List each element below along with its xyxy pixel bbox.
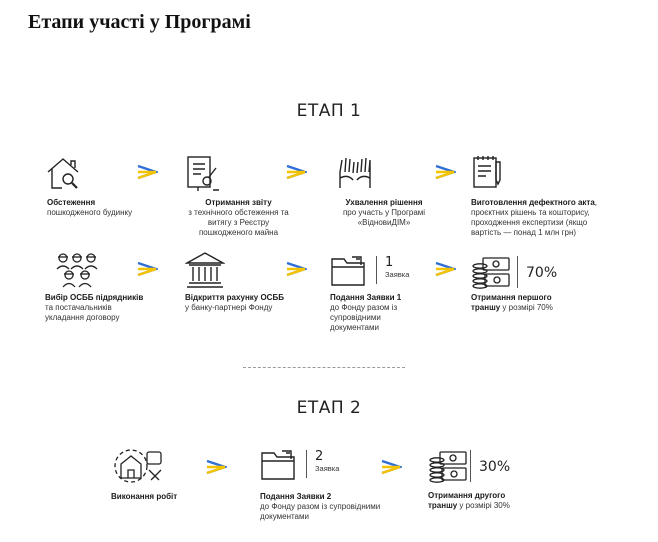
step-decision-desc: про участь у Програмі «ВідновиДІМ» [342,208,426,227]
step-first-tranche-title: Отримання першого [471,293,552,302]
arrow-right-icon [136,260,158,278]
stage-divider [243,367,405,368]
money-stack-icon [471,256,511,290]
step-contractors-desc: та постачальників укладання договору [45,303,120,322]
step-contractors-title: Вибір ОСББ підрядників [45,293,144,302]
arrow-right-icon [380,458,402,476]
first-tranche-percent: 70% [526,265,558,281]
step-defect-act-title: Виготовлення дефектного акта, [471,198,598,207]
step-survey-desc: пошкодженого будинку [47,208,133,217]
raised-hands-icon [336,154,374,190]
application-counter [376,256,409,284]
step-application-1-desc: до Фонду разом із супровідними документами [330,303,398,332]
page-title: Етапи участі у Програмі [28,11,251,33]
folder-icon [330,255,368,287]
step-second-tranche-desc: траншу у розмірі 30% [428,501,510,510]
percent-divider [517,256,557,288]
house-magnifier-icon [45,156,81,192]
step-defect-act-desc: проєктних рішень та кошторису, проходження експертизи (якщо вартість — понад 1 млн грн) [471,208,590,237]
arrow-right-icon [205,458,227,476]
step-report-title: Отримання звіту [205,198,272,207]
step-bank-account-desc: у банку-партнері Фонду [185,303,273,312]
step-second-tranche-title: Отримання другого [428,491,506,500]
bank-icon [185,251,225,289]
report-document-icon [185,154,221,192]
arrow-right-icon [285,163,307,181]
money-stack-icon [428,450,468,484]
application-counter [306,450,339,478]
second-tranche-percent: 30% [479,459,511,475]
application-counter-label: Заявка [385,270,410,279]
arrow-right-icon [434,163,456,181]
stage-2-heading: ЕТАП 2 [296,398,362,418]
stage-1-heading: ЕТАП 1 [296,101,362,121]
contractors-icon [55,251,99,289]
step-decision-title: Ухвалення рішення [345,198,423,207]
step-bank-account-title: Відкриття рахунку ОСББ [185,293,284,302]
step-application-2-desc: до Фонду разом із супровідними документами [260,502,381,521]
step-survey-title: Обстеження [47,198,96,207]
arrow-right-icon [136,163,158,181]
construction-works-icon [111,446,165,486]
percent-divider [470,450,510,482]
step-application-1-title: Подання Заявки 1 [330,293,402,302]
application-counter-label: Заявка [315,464,340,473]
notepad-icon [471,154,505,190]
arrow-right-icon [285,260,307,278]
step-application-2-title: Подання Заявки 2 [260,492,332,501]
arrow-right-icon [434,260,456,278]
application-counter-number: 2 [315,449,324,464]
step-report-desc: з технічного обстеження та витягу з Реєстру пошкодженого майна [188,208,289,237]
application-counter-number: 1 [385,255,394,270]
step-construction-works-title: Виконання робіт [111,492,178,501]
step-first-tranche-desc: траншу у розмірі 70% [471,303,553,312]
folder-icon [260,449,298,481]
